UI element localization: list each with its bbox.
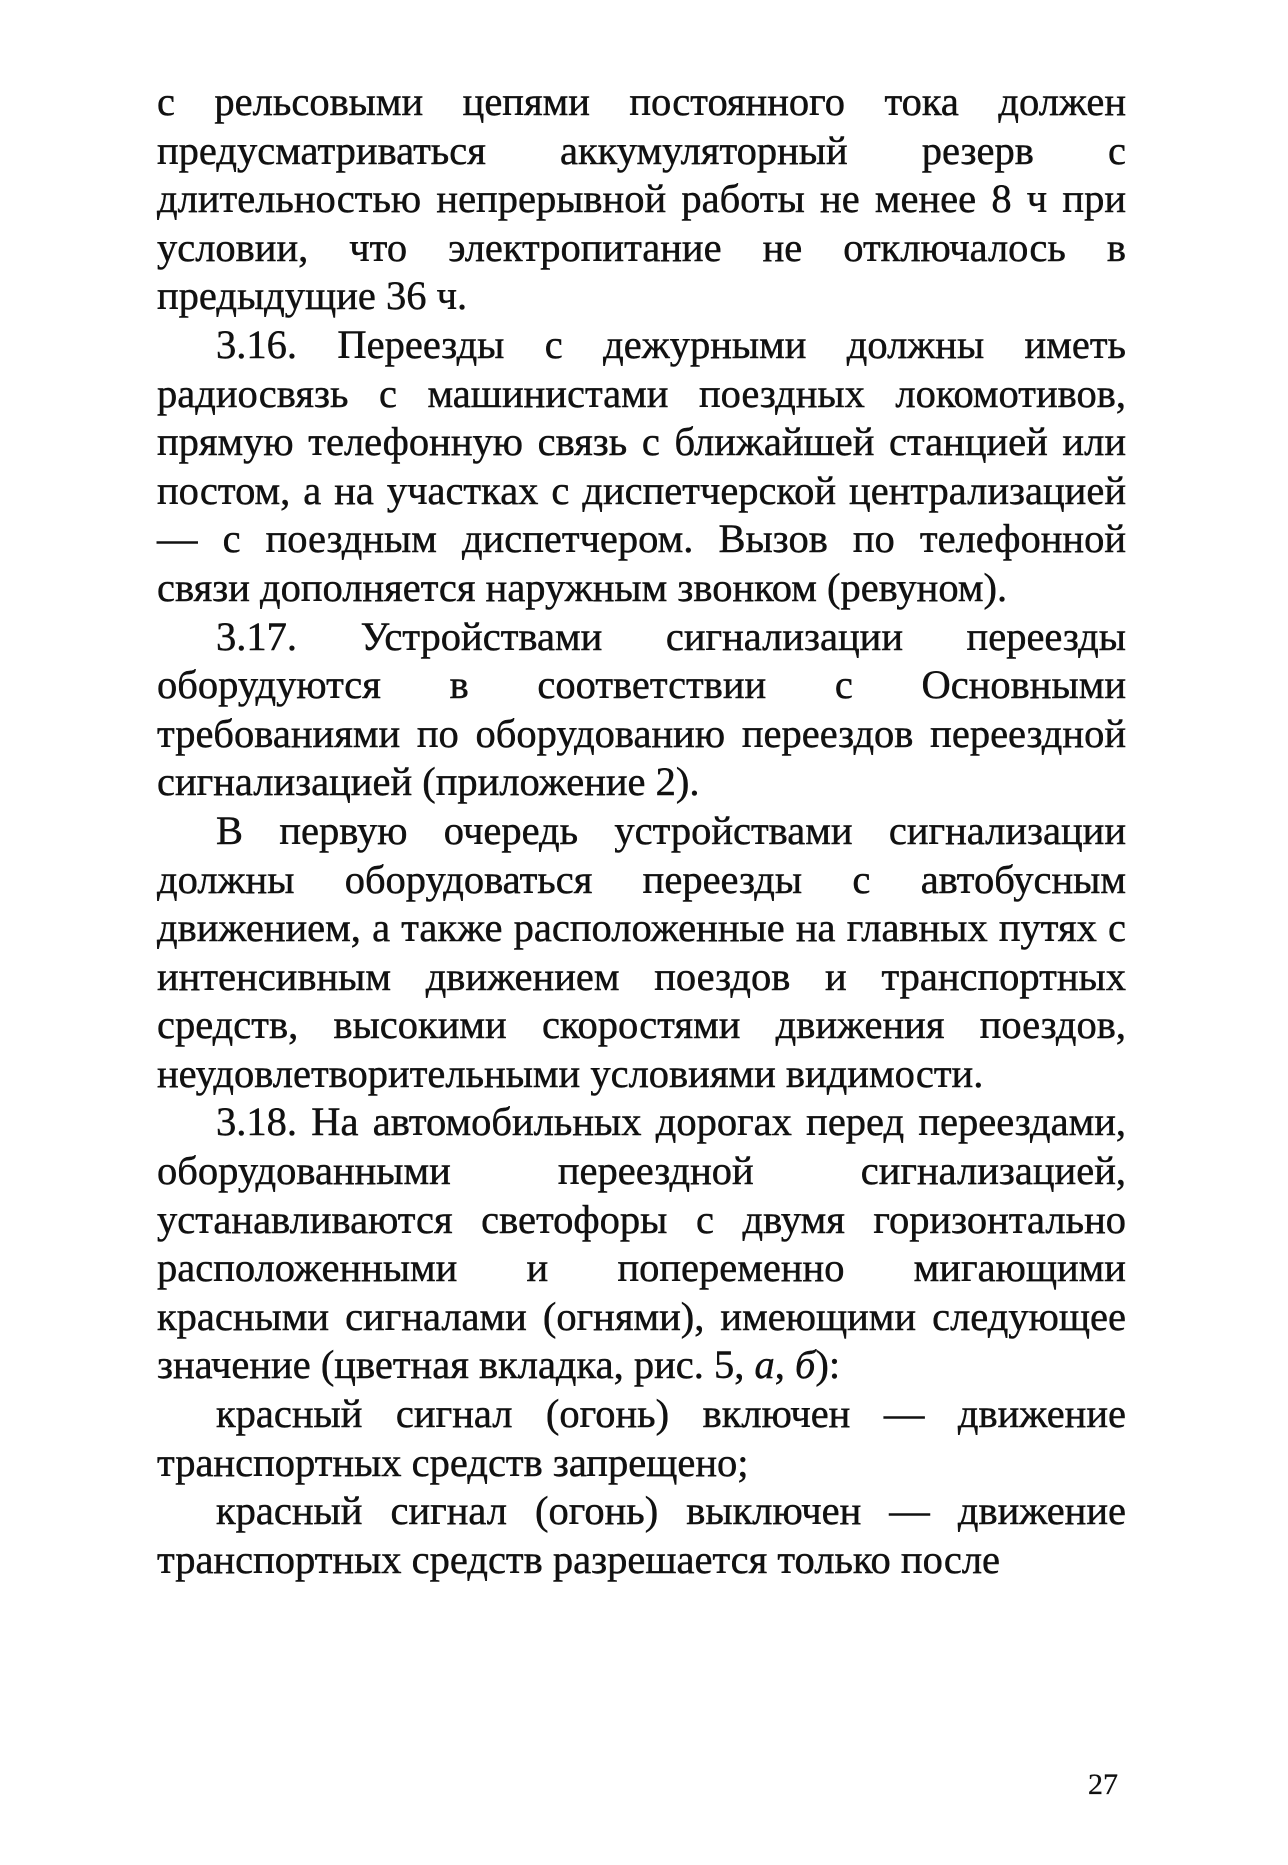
figure-ref-a: а [754,1342,775,1388]
paragraph-3-18-end: ): [815,1342,841,1388]
paragraph-continuation: с рельсовыми цепями постоянного тока должен предусматриваться аккумуляторный резерв с длительностью непрерывной работы не менее 8 ч при условии, что электропитание не отключалось в предыдущие 36 ч. [157,79,1126,319]
paragraph-3-18-text: 3.18. На автомобильных дорогах перед переездами, оборудованными переездной сигнализацией, устанавливаются светофоры с двумя горизонтально расположенными и попеременно мигающими красными сигналами (огнями), имеющими следующее значение (цветная вкладка, рис. 5, [157,1099,1126,1388]
document-page [157,78,1126,1584]
paragraph-3-17: 3.17. Устройствами сигнализации переезды оборудуются в соответствии с Основными требованиями по оборудованию переездов переездной сигнализацией (приложение 2). [157,613,1126,805]
paragraph-3-18-separator: , [774,1342,795,1388]
figure-ref-b: б [794,1342,816,1388]
paragraph-3-16: 3.16. Переезды с дежурными должны иметь радиосвязь с машинистами поездных локомотивов, прямую телефонную связь с ближайшей станцией или постом, а на участках с диспетчерской централизацией — с поездным диспетчером. Вызов по телефонной связи дополняется наружным звонком (ревуном). [157,321,1126,610]
paragraph-red-signal-off: красный сигнал (огонь) выключен — движение транспортных средств разрешается только после [157,1488,1126,1582]
paragraph-priority: В первую очередь устройствами сигнализации должны оборудоваться переезды с автобусным движением, а также расположенные на главных путях с интенсивным движением поездов и транспортных средств, высокими скоростями движения поездов, неудовлетворительными условиями видимости. [157,807,1126,1096]
page-number: 27 [1088,1768,1118,1801]
paragraph-red-signal-on: красный сигнал (огонь) включен — движение транспортных средств запрещено; [157,1391,1126,1485]
paragraph-3-18 [157,1098,1126,1390]
